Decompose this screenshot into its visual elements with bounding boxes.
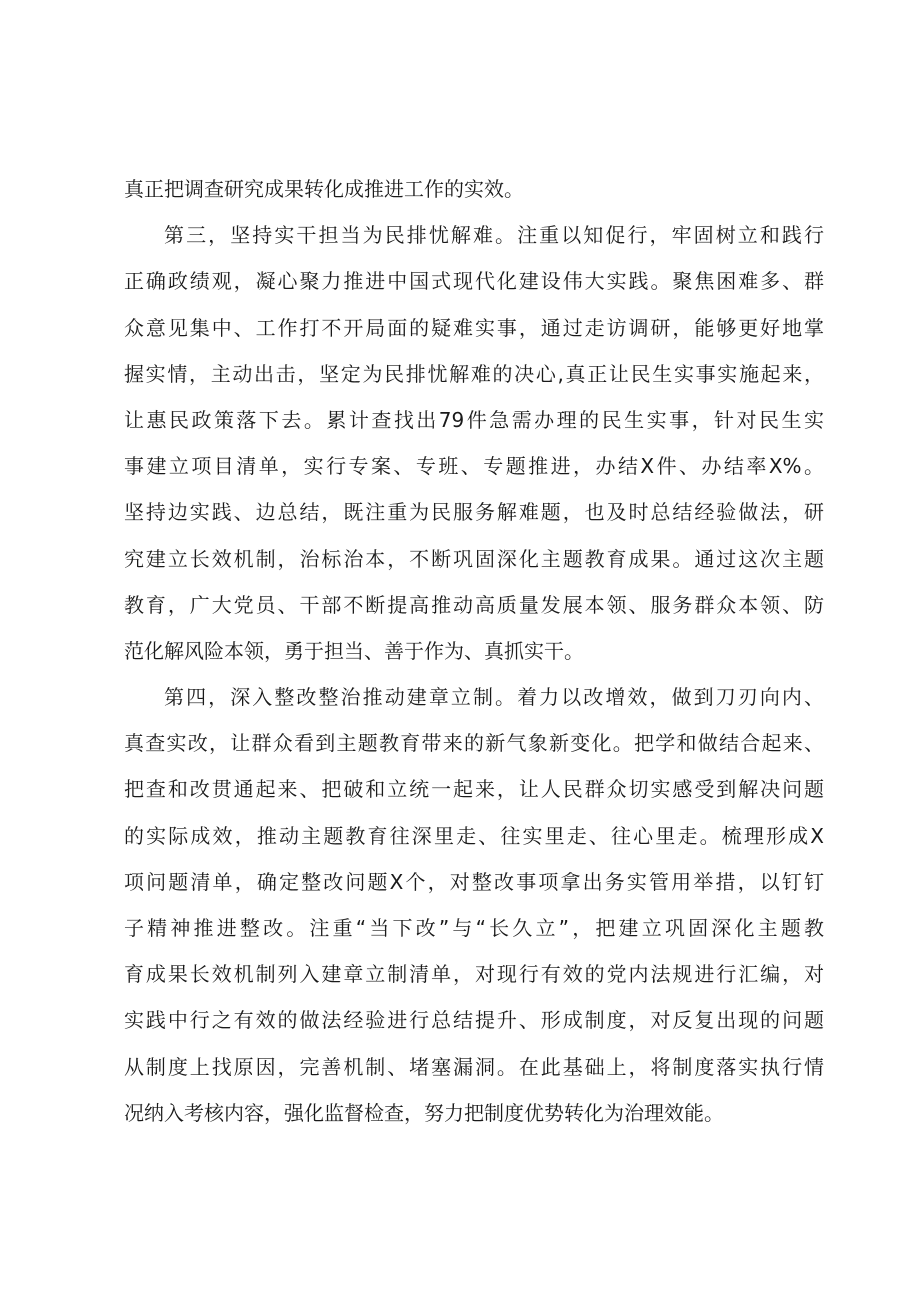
paragraph-line: 究建立长效机制，治标治本，不断巩固深化主题教育成果。通过这次主题	[124, 546, 824, 571]
paragraph-line: 实践中行之有效的做法经验进行总结提升、形成制度，对反复出现的问题	[124, 1008, 824, 1033]
paragraph-line: 事建立项目清单，实行专案、专班、专题推进，办结X件、办结率X%。	[124, 454, 824, 479]
paragraph-line: 把查和改贯通起来、把破和立统一起来，让人民群众切实感受到解决问题	[124, 777, 824, 802]
paragraph-line: 从制度上找原因，完善机制、堵塞漏洞。在此基础上，将制度落实执行情	[124, 1054, 824, 1079]
paragraph-line: 项问题清单，确定整改问题X个，对整改事项拿出务实管用举措，以钉钉	[124, 869, 824, 894]
paragraph-line: 子精神推进整改。注重“当下改”与“长久立”，把建立巩固深化主题教	[124, 916, 824, 940]
paragraph-line: 让惠民政策落下去。累计查找出79件急需办理的民生实事，针对民生实	[124, 407, 824, 432]
paragraph-line: 众意见集中、工作打不开局面的疑难实事，通过走访调研，能够更好地掌	[124, 315, 824, 340]
paragraph-line: 正确政绩观，凝心聚力推进中国式现代化建设伟大实践。聚焦困难多、群	[124, 269, 824, 294]
document-body	[124, 166, 824, 1136]
paragraph-line: 教育，广大党员、干部不断提高推动高质量发展本领、服务群众本领、防	[124, 592, 824, 617]
paragraph-line: 育成果长效机制列入建章立制清单，对现行有效的党内法规进行汇编，对	[124, 962, 824, 987]
paragraph-line: 握实情，主动出击，坚定为民排忧解难的决心,真正让民生实事实施起来，	[124, 361, 824, 386]
paragraph-line: 第四，深入整改整治推动建章立制。着力以改增效，做到刀刃向内、	[164, 685, 824, 710]
paragraph-line: 坚持边实践、边总结，既注重为民服务解难题，也及时总结经验做法，研	[124, 500, 824, 525]
paragraph-line: 真查实改，让群众看到主题教育带来的新气象新变化。把学和做结合起来、	[124, 731, 824, 756]
paragraph-line: 范化解风险本领，勇于担当、善于作为、真抓实干。	[124, 638, 584, 663]
paragraph-line: 况纳入考核内容，强化监督检查，努力把制度优势转化为治理效能。	[124, 1100, 724, 1125]
paragraph-line: 第三，坚持实干担当为民排忧解难。注重以知促行，牢固树立和践行	[164, 223, 824, 248]
paragraph-line: 的实际成效，推动主题教育往深里走、往实里走、往心里走。梳理形成X	[124, 823, 824, 848]
paragraph-line: 真正把调查研究成果转化成推进工作的实效。	[124, 177, 524, 201]
